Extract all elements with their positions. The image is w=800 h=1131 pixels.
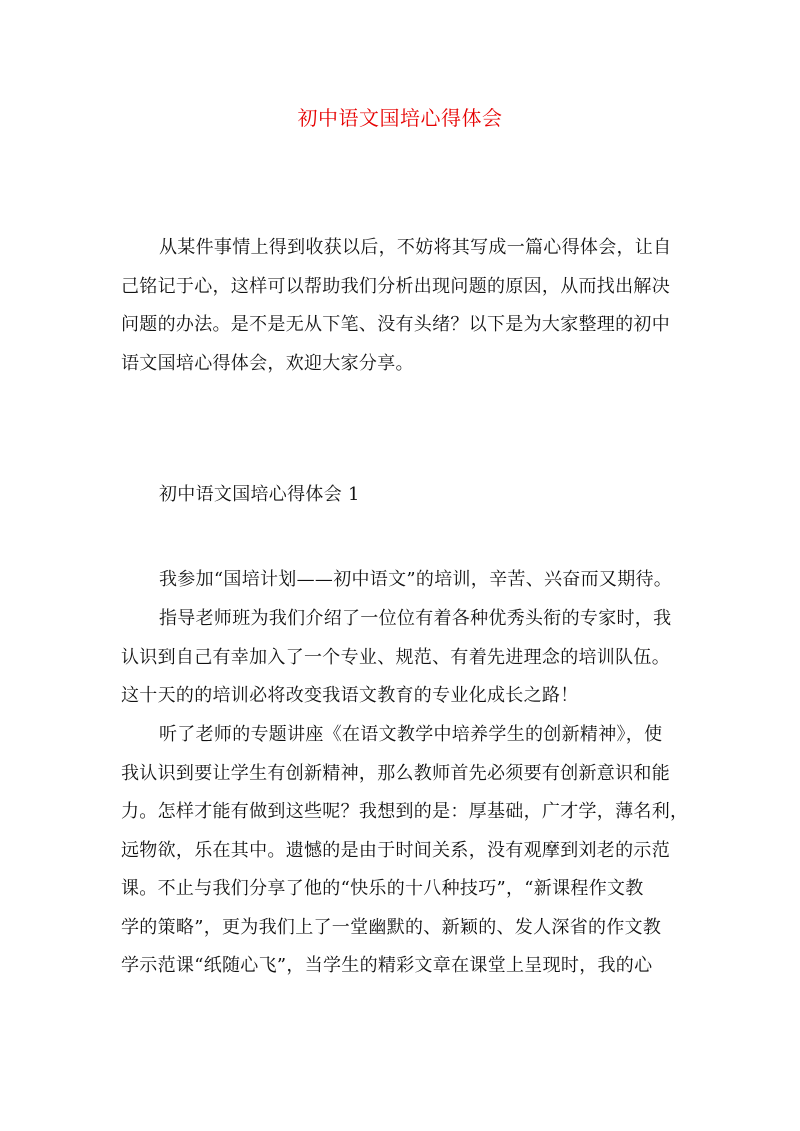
intro-line: 语文国培心得体会，欢迎大家分享。: [121, 352, 414, 374]
intro-line: 问题的办法。是不是无从下笔、没有头绪？以下是为大家整理的初中: [121, 314, 670, 335]
intro-line: 从某件事情上得到收获以后，不妨将其写成一篇心得体会，让自: [159, 237, 672, 258]
section-heading: [121, 476, 691, 515]
paragraph-line: 认识到自己有幸加入了一个专业、规范、有着先进理念的培训队伍。: [121, 646, 670, 668]
paragraph-line: 学示范课“纸随心飞”，当学生的精彩文章在课堂上呈现时，我的心: [121, 955, 653, 976]
paragraph-line: 远物欲，乐在其中。遗憾的是由于时间关系，没有观摩到刘老的示范: [121, 839, 670, 861]
paragraph-line: 这十天的的培训必将改变我语文教育的专业化成长之路！: [121, 685, 579, 706]
paragraph-3: [121, 716, 691, 986]
paragraph-line: 学的策略”，更为我们上了一堂幽默的、新颖的、发人深省的作文教: [121, 916, 662, 938]
intro-line: 己铭记于心，这样可以帮助我们分析出现问题的原因，从而找出解决: [121, 275, 670, 297]
paragraph-line: 指导老师班为我们介绍了一位位有着各种优秀头衔的专家时，我: [159, 608, 672, 629]
section-heading-text: 初中语文国培心得体会 1: [159, 484, 360, 505]
paragraph-2: [121, 600, 691, 716]
intro-paragraph: [121, 229, 691, 383]
paragraph-line: 课。不止与我们分享了他的“快乐的十八种技巧”，“新课程作文教: [121, 878, 644, 899]
paragraph-line: 听了老师的专题讲座《在语文教学中培养学生的创新精神》，使: [159, 724, 663, 745]
document-title: 初中语文国培心得体会: [297, 106, 503, 130]
paragraph-line: 我参加“国培计划——初中语文”的培训，辛苦、兴奋而又期待。: [159, 569, 673, 590]
paragraph-line: 我认识到要让学生有创新精神，那么教师首先必须要有创新意识和能: [121, 762, 670, 784]
paragraph-line: 力。怎样才能有做到这些呢？我想到的是：厚基础，广才学，薄名利，: [121, 801, 689, 822]
paragraph-1: [121, 561, 691, 600]
